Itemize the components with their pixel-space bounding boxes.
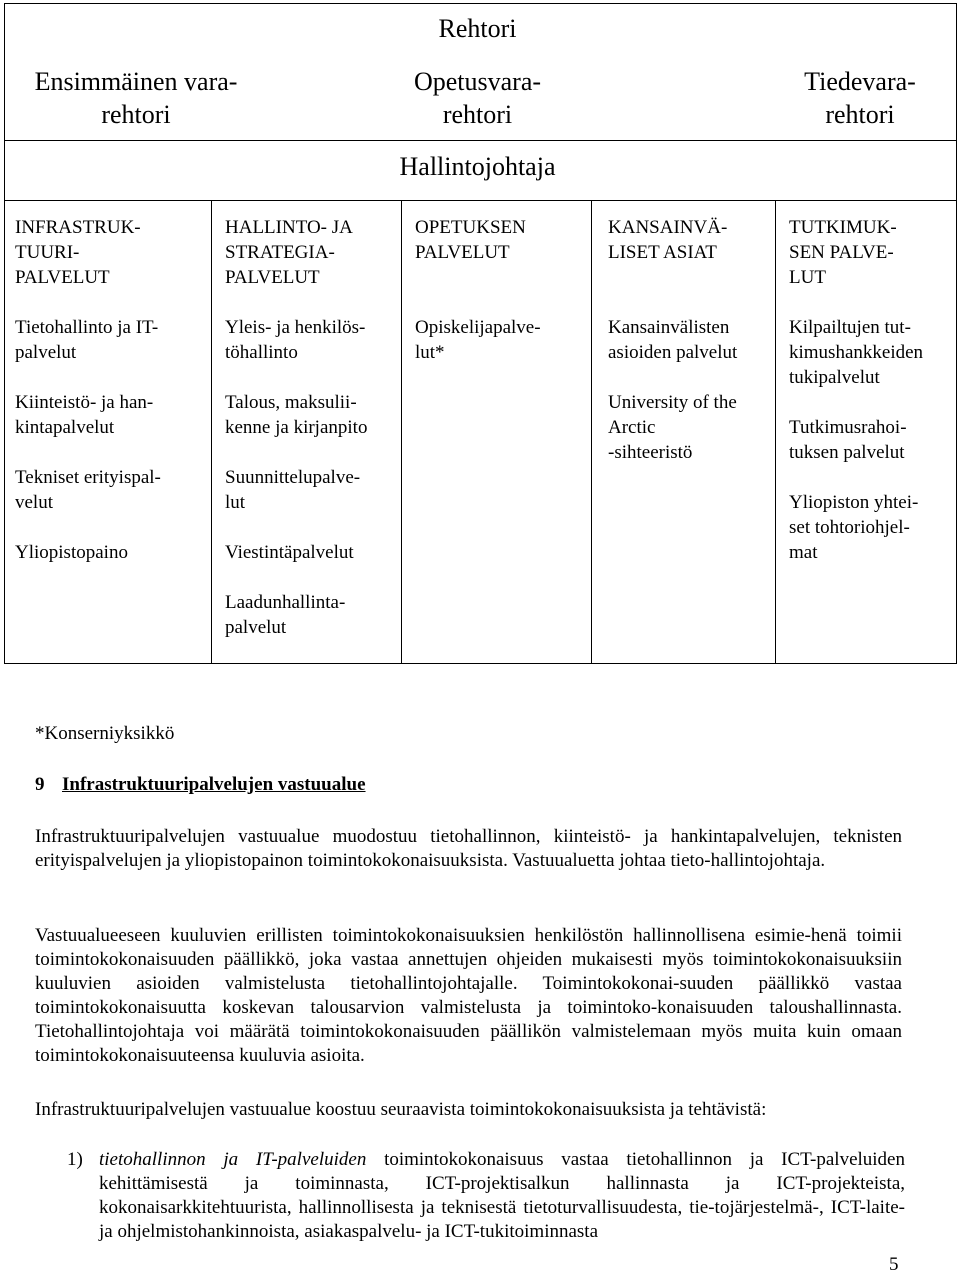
unit-header-international: KANSAINVÄ- LISET ASIAT [608,217,728,263]
unit-item: Talous, maksulii- kenne ja kirjanpito [225,392,368,438]
unit-item: Kansainvälisten asioiden palvelut [608,317,738,363]
unit-item: Suunnittelupalve- lut [225,467,361,513]
unit-item: Kilpailtujen tut- kimushankkeiden tukipalvelut [789,317,924,388]
unit-items-infrastructure [15,315,207,565]
education-vice-rector: Opetusvara- rehtori [413,67,542,129]
science-vice-rector: Tiedevara- rehtori [804,67,916,129]
column-divider [401,200,402,663]
unit-items-education [415,315,587,365]
org-chart [4,3,957,664]
unit-item: Tietohallinto ja IT- palvelut [15,317,159,363]
column-divider [211,200,212,663]
unit-item: University of the Arctic -sihteeristö [608,392,737,463]
first-vice-rector: Ensimmäinen vara- rehtori [34,67,238,129]
divider [5,140,956,141]
unit-item: Kiinteistö- ja han- kintapalvelut [15,392,154,438]
divider [5,200,956,201]
unit-item: Opiskelijapalve- lut* [415,317,541,363]
unit-item: Yliopiston yhtei- set tohtoriohjel- mat [789,492,919,563]
paragraph-2: Vastuualueeseen kuuluvien erillisten toimintokokonaisuuksien henkilöstön hallinnollisena esimie-henä toimii toimintokokonaisuuden päällikkö, joka vastaa annettujen ohjeiden mukaisesti myös toimintokokonaisuuksiin kuuluvien asioiden valmistelusta tietohallintojohtajalle. Toimintokokonai-suuden päällikkö vastaa toimintokokonaisuutta koskevan talousarvion valmistelusta ja toimintoko-konaisuuden taloushallinnasta. Tietohallintojohtaja voi määrätä toimintokokonaisuuden päällikön valmistelemaan myös muita kuin omaan toimintokokonaisuuteensa kuuluvia asioita. [35,925,902,1066]
list-item-term: tietohallinnon ja IT-palveluiden [99,1149,367,1170]
column-divider [591,200,592,663]
paragraph-1: Infrastruktuuripalvelujen vastuualue muodostuu tietohallinnon, kiinteistö- ja hankintapalvelujen, teknisten erityispalvelujen ja yliopistopainon toimintokokonaisuuksista. Vastuualuetta johtaa tieto-hallintojohtaja. [35,826,902,871]
section-title: Infrastruktuuripalvelujen vastuualue [62,774,366,795]
list-item-body: toimintokokonaisuus vastaa tietohallinnon ja ICT-palveluiden kehittämisestä ja toiminnasta, ICT-projektisalkun hallinnasta ja ICT-projekteista, kokonaisarkkitehtuurista, hallinnollisesta ja teknisestä tietoturvallisuudesta, tie-tojärjestelmä-, ICT-laite- ja ohjelmistohankinnoista, asiakaspalvelu- ja ICT-tukitoiminnasta [99,1149,905,1242]
unit-item: Tutkimusrahoi- tuksen palvelut [789,417,907,463]
rector-title: Rehtori [438,14,517,43]
administrative-director: Hallintojohtaja [399,152,556,181]
unit-header-administration: HALLINTO- JA STRATEGIA- PALVELUT [225,217,353,288]
unit-item: Yliopistopaino [15,542,128,563]
column-divider [775,200,776,663]
unit-item: Viestintäpalvelut [225,542,354,563]
section-number: 9 [35,774,45,795]
list-item-text [99,1148,905,1244]
page-number: 5 [889,1254,899,1275]
unit-header-research: TUTKIMUK- SEN PALVE- LUT [789,217,897,288]
unit-items-research [789,315,954,565]
list-item-number: 1) [67,1149,83,1170]
footnote: *Konserniyksikkö [35,723,175,744]
paragraph-3: Infrastruktuuripalvelujen vastuualue koostuu seuraavista toimintokokonaisuuksista ja tehtävistä: [35,1099,767,1120]
unit-header-infrastructure: INFRASTRUK- TUURI- PALVELUT [15,217,141,288]
unit-items-international [608,315,773,465]
unit-item: Tekniset erityispal- velut [15,467,161,513]
unit-item: Laadunhallinta- palvelut [225,592,346,638]
unit-item: Yleis- ja henkilös- töhallinto [225,317,366,363]
unit-header-education: OPETUKSEN PALVELUT [415,217,526,263]
section-heading [35,773,366,797]
unit-items-administration [225,315,397,640]
